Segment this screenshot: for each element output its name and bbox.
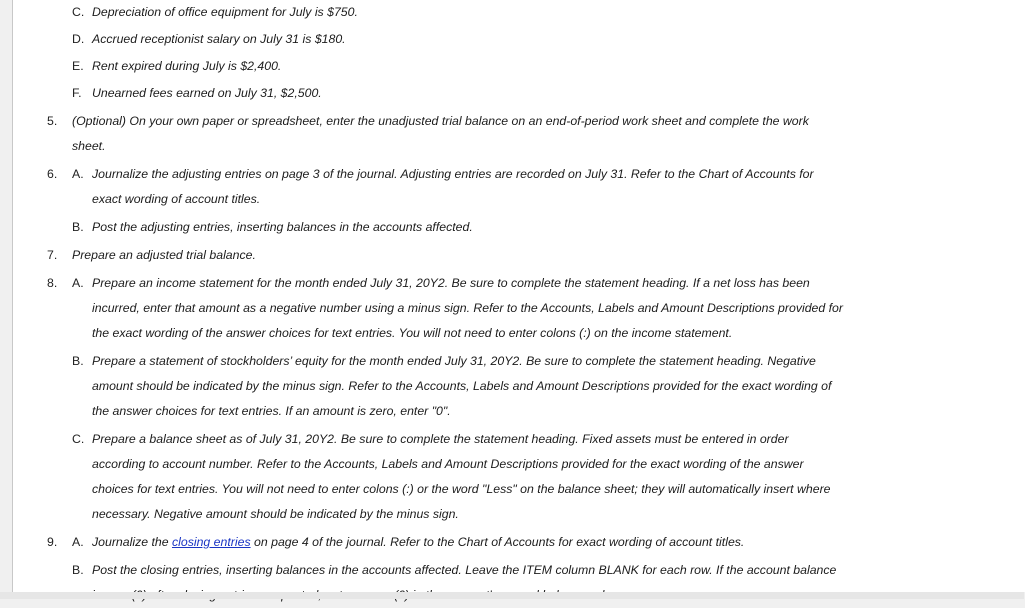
item-text: Accrued receptionist salary on July 31 is $180. — [92, 32, 346, 46]
item-text: according to account number. Refer to the Accounts, Labels and Amount Descriptions provided for the exact wording of the answer — [92, 457, 804, 471]
item-letter: A. — [72, 535, 84, 549]
item-text: Journalize the adjusting entries on page 3 of the journal. Adjusting entries are recorded on July 31. Refer to the Chart of Accounts for — [92, 167, 814, 181]
list-item-8a-cont — [47, 321, 867, 346]
list-item-4e — [47, 54, 867, 79]
item-text: Post the closing entries, inserting balances in the accounts affected. Leave the ITEM column BLANK for each row. If the account balance — [92, 563, 837, 577]
list-item-8c-cont — [47, 502, 867, 527]
list-item-9b — [47, 558, 867, 583]
item-text: Prepare a balance sheet as of July 31, 20Y2. Be sure to complete the statement heading. Fixed assets must be entered in order — [92, 432, 789, 446]
item-text: exact wording of account titles. — [92, 192, 261, 206]
item-text: the exact wording of the answer choices for text entries. You will not need to enter colons (:) on the income statement. — [92, 326, 733, 340]
item-letter: A. — [72, 167, 84, 181]
closing-entries-link[interactable]: closing entries — [171, 535, 251, 549]
list-item-4d — [47, 27, 867, 52]
item-text: choices for text entries. You will not need to enter colons (:) or the word "Less" on the balance sheet; they will automatically insert where — [92, 482, 831, 496]
list-item-5-cont — [47, 134, 867, 159]
list-item-7 — [47, 243, 867, 268]
item-letter: E. — [72, 59, 84, 73]
item-text: sheet. — [72, 139, 106, 153]
item-letter: B. — [72, 563, 84, 577]
item-letter: C. — [72, 5, 85, 19]
item-text: Unearned fees earned on July 31, $2,500. — [92, 86, 322, 100]
list-item-8c — [47, 427, 867, 452]
item-letter: B. — [72, 354, 84, 368]
item-letter: B. — [72, 220, 84, 234]
item-text — [92, 530, 744, 555]
list-item-8b — [47, 349, 867, 374]
list-item-6a-cont — [47, 187, 867, 212]
item-number: 6. — [47, 167, 58, 181]
item-letter: C. — [72, 432, 85, 446]
item-text: Depreciation of office equipment for July is $750. — [92, 5, 358, 19]
item-letter: D. — [72, 32, 85, 46]
item-number: 8. — [47, 276, 58, 290]
item-text: Rent expired during July is $2,400. — [92, 59, 282, 73]
item-letter: F. — [72, 86, 82, 100]
item-text: incurred, enter that amount as a negative number using a minus sign. Refer to the Accounts, Labels and Amount Descriptions provided for — [92, 301, 843, 315]
item-text-pre: Journalize the — [92, 535, 172, 549]
list-item-8c-cont — [47, 452, 867, 477]
item-number: 7. — [47, 248, 58, 262]
item-number: 9. — [47, 535, 58, 549]
item-text: Prepare a statement of stockholders’ equity for the month ended July 31, 20Y2. Be sure to complete the statement heading. Negative — [92, 354, 816, 368]
page-bottom-edge — [0, 592, 1024, 599]
list-item-4c — [47, 0, 867, 25]
list-item-8b-cont — [47, 399, 867, 424]
list-item-8c-cont — [47, 477, 867, 502]
item-text-post: on page 4 of the journal. Refer to the Chart of Accounts for exact wording of account titles. — [250, 535, 745, 549]
list-item-6a — [47, 162, 867, 187]
item-text: (Optional) On your own paper or spreadsheet, enter the unadjusted trial balance on an end-of-period work sheet and complete the work — [72, 114, 809, 128]
document-page — [12, 0, 1025, 592]
item-text: Prepare an income statement for the month ended July 31, 20Y2. Be sure to complete the statement heading. If a net loss has been — [92, 276, 810, 290]
item-letter: A. — [72, 276, 84, 290]
list-item-5 — [47, 109, 867, 134]
list-item-4f — [47, 81, 867, 106]
item-text: Post the adjusting entries, inserting balances in the accounts affected. — [92, 220, 473, 234]
list-item-8a — [47, 271, 867, 296]
list-item-8a-cont — [47, 296, 867, 321]
item-text: Prepare an adjusted trial balance. — [72, 248, 256, 262]
instructions-list — [47, 0, 867, 608]
list-item-8b-cont — [47, 374, 867, 399]
item-text: necessary. Negative amount should be indicated by the minus sign. — [92, 507, 459, 521]
item-text: the answer choices for text entries. If an amount is zero, enter "0". — [92, 404, 451, 418]
list-item-9a — [47, 530, 867, 555]
item-number: 5. — [47, 114, 58, 128]
list-item-6b — [47, 215, 867, 240]
item-text: amount should be indicated by the minus sign. Refer to the Accounts, Labels and Amount Descriptions provided for the exact wording of — [92, 379, 832, 393]
